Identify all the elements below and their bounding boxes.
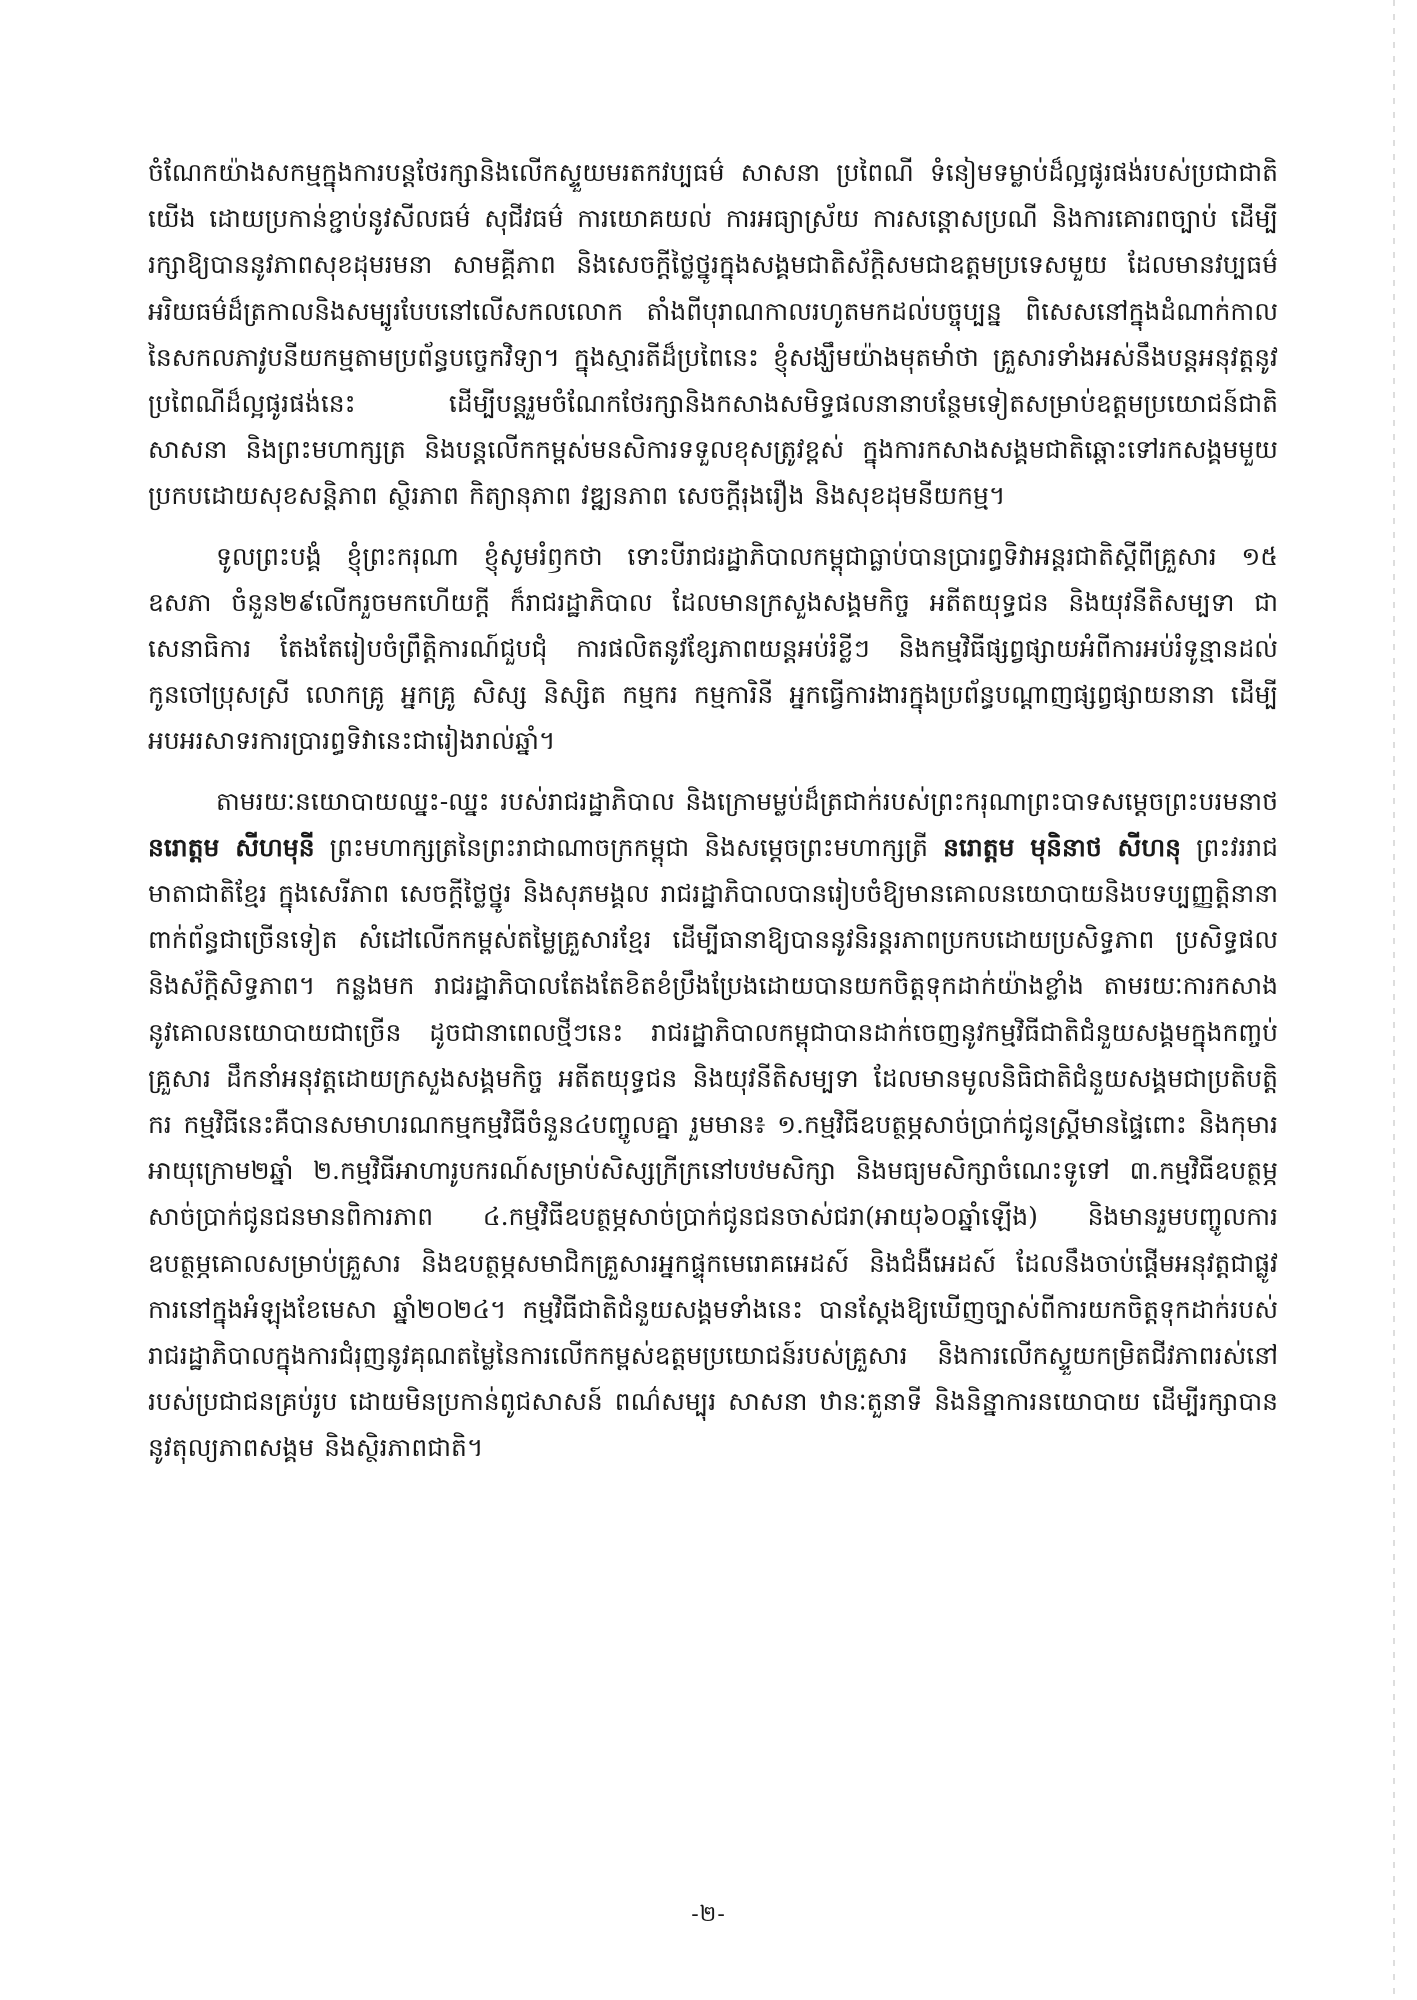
paragraph-1: ចំណែកយ៉ាងសកម្មក្នុងការបន្តថែរក្សានិងលើកស្ទួយមរតកវប្បធម៌ សាសនា ប្រពៃណី ទំនៀមទម្លាប់ដ៏ល្អផូរផង់របស់ប្រជាជាតិយើង ដោយប្រកាន់ខ្ជាប់នូវសីលធម៌ សុជីវធម៌ ការយោគយល់ ការអធ្យាស្រ័យ ការសន្ដោសប្រណី និងការគោរពច្បាប់ ដើម្បីរក្សាឱ្យបាននូវភាពសុខដុមរមនា សាមគ្គីភាព និងសេចក្ដីថ្លៃថ្នូរក្នុងសង្គមជាតិស័ក្ដិសមជាឧត្តមប្រទេសមួយ ដែលមានវប្បធម៌ អរិយធម៌ដ៏ត្រកាលនិងសម្បូរបែបនៅលើសកលលោក តាំងពីបុរាណកាលរហូតមកដល់បច្ចុប្បន្ន ពិសេសនៅក្នុងដំណាក់កាលនៃសកលភាវូបនីយកម្មតាមប្រព័ន្ធបច្ចេកវិទ្យា។ ក្នុងស្មារតីដ៏ប្រពៃនេះ ខ្ញុំសង្ឃឹមយ៉ាងមុតមាំថា គ្រួសារទាំងអស់នឹងបន្តអនុវត្តនូវប្រពៃណីដ៏ល្អផូរផង់នេះ ដើម្បីបន្តរួមចំណែកថែរក្សានិងកសាងសមិទ្ធផលនានាបន្ថែមទៀតសម្រាប់ឧត្តមប្រយោជន៍ជាតិ សាសនា និងព្រះមហាក្សត្រ និងបន្តលើកកម្ពស់មនសិការទទួលខុសត្រូវខ្ពស់ ក្នុងការកសាងសង្គមជាតិឆ្ពោះទៅរកសង្គមមួយប្រកបដោយសុខសន្តិភាព ស្ថិរភាព កិត្យានុភាព វឌ្ឍនភាព សេចក្ដីរុងរឿង និងសុខដុមនីយកម្ម។: [148, 158, 1278, 511]
king-name: នរោត្តម សីហមុនី: [148, 832, 315, 862]
page-number: -២-: [691, 1902, 726, 1927]
queen-mother-name: នរោត្តម មុនិនាថ សីហនុ: [943, 832, 1182, 862]
paragraph-3-intro: តាមរយៈនយោបាយឈ្នះ-ឈ្នះ របស់រាជរដ្ឋាភិបាល និងក្រោមម្លប់ដ៏ត្រជាក់របស់ព្រះករុណាព្រះបាទសម្ដេចព្រះបរមនាថ: [216, 786, 1278, 816]
paragraph-2: ទូលព្រះបង្គំ ខ្ញុំព្រះករុណា ខ្ញុំសូមរំឭកថា ទោះបីរាជរដ្ឋាភិបាលកម្ពុជាធ្លាប់បានប្រារព្ធទិវាអន្តរជាតិស្ដីពីគ្រួសារ ១៥ ឧសភា ចំនួន២៩លើករួចមកហើយក្តី ក៏រាជរដ្ឋាភិបាល ដែលមានក្រសួងសង្គមកិច្ច អតីតយុទ្ធជន និងយុវនីតិសម្បទា ជាសេនាធិការ តែងតែរៀបចំព្រឹត្តិការណ៍ជួបជុំ ការផលិតនូវខ្សែភាពយន្តអប់រំខ្លីៗ និងកម្មវិធីផ្សព្វផ្សាយអំពីការអប់រំទូន្មានដល់កូនចៅប្រុសស្រី លោកគ្រូ អ្នកគ្រូ សិស្ស និស្សិត កម្មករ កម្មការិនី អ្នកធ្វើការងារក្នុងប្រព័ន្ធបណ្ដាញផ្សព្វផ្សាយនានា ដើម្បីអបអរសាទរការប្រារព្ធទិវានេះជារៀងរាល់ឆ្នាំ។: [148, 541, 1278, 756]
paragraph-3-body: ព្រះវររាជមាតាជាតិខ្មែរ ក្នុងសេរីភាព សេចក្តីថ្លៃថ្នូរ និងសុភមង្គល រាជរដ្ឋាភិបាលបានរៀបចំឱ្យមានគោលនយោបាយនិងបទប្បញ្ញត្តិនានាពាក់ព័ន្ធជាច្រើនទៀត សំដៅលើកកម្ពស់តម្លៃគ្រួសារខ្មែរ ដើម្បីធានាឱ្យបាននូវនិរន្តរភាពប្រកបដោយប្រសិទ្ធភាព ប្រសិទ្ធផល និងស័ក្តិសិទ្ធភាព។ កន្លងមក រាជរដ្ឋាភិបាលតែងតែខិតខំប្រឹងប្រែងដោយបានយកចិត្តទុកដាក់យ៉ាងខ្លាំង តាមរយៈការកសាងនូវគោលនយោបាយជាច្រើន ដូចជានាពេលថ្មីៗនេះ រាជរដ្ឋាភិបាលកម្ពុជាបានដាក់ចេញនូវកម្មវិធីជាតិជំនួយសង្គមក្នុងកញ្ចប់គ្រួសារ ដឹកនាំអនុវត្តដោយក្រសួងសង្គមកិច្ច អតីតយុទ្ធជន និងយុវនីតិសម្បទា ដែលមានមូលនិធិជាតិជំនួយសង្គមជាប្រតិបត្តិករ កម្មវិធីនេះគឺបានសមាហរណកម្មកម្មវិធីចំនួន៤បញ្ចូលគ្នា រួមមាន៖ ១.កម្មវិធីឧបត្ថម្ភសាច់ប្រាក់ជូនស្ត្រីមានផ្ទៃពោះ និងកុមារអាយុក្រោម២ឆ្នាំ ២.កម្មវិធីអាហារូបករណ៍សម្រាប់សិស្សក្រីក្រនៅបឋមសិក្សា និងមធ្យមសិក្សាចំណេះទូទៅ ៣.កម្មវិធីឧបត្ថម្ភសាច់ប្រាក់ជូនជនមានពិការភាព ៤.កម្មវិធីឧបត្ថម្ភសាច់ប្រាក់ជូនជនចាស់ជរា(អាយុ៦០ឆ្នាំឡើង) និងមានរួមបញ្ចូលការឧបត្ថម្ភគោលសម្រាប់គ្រួសារ និងឧបត្ថម្ភសមាជិកគ្រួសារអ្នកផ្ទុកមេរោគអេដស៍ និងជំងឺអេដស៍ ដែលនឹងចាប់ផ្ដើមអនុវត្តជាផ្លូវការនៅក្នុងអំឡុងខែមេសា ឆ្នាំ២០២៤។ កម្មវិធីជាតិជំនួយសង្គមទាំងនេះ បានស្ដែងឱ្យឃើញច្បាស់ពីការយកចិត្តទុកដាក់របស់រាជរដ្ឋាភិបាលក្នុងការជំរុញនូវគុណតម្លៃនៃការលើកកម្ពស់ឧត្តមប្រយោជន៍របស់គ្រួសារ និងការលើកស្ទួយកម្រិតជីវភាពរស់នៅរបស់ប្រជាជនគ្រប់រូប ដោយមិនប្រកាន់ពូជសាសន៍ ពណ៌សម្បុរ សាសនា ឋានៈតួនាទី និងនិន្នាការនយោបាយ ដើម្បីរក្សាបាននូវតុល្យភាពសង្គម និងស្ថិរភាពជាតិ។: [148, 832, 1278, 1463]
paragraph-3-middle: ព្រះមហាក្សត្រនៃព្រះរាជាណាចក្រកម្ពុជា និងសម្ដេចព្រះមហាក្សត្រី: [314, 832, 944, 862]
paragraph-3: [148, 779, 1278, 1472]
scan-edge-artifact: [1393, 0, 1395, 2000]
document-page: [148, 150, 1278, 1790]
